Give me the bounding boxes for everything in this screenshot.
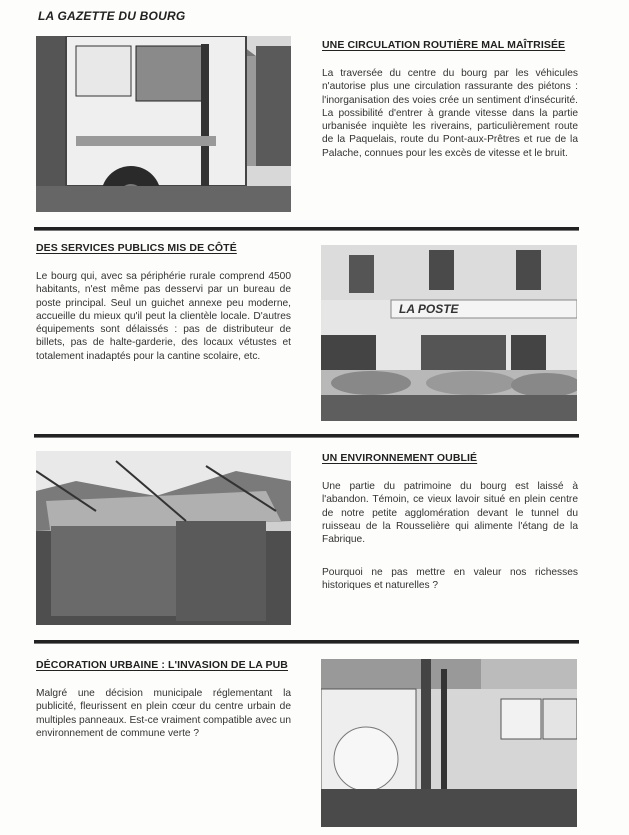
post-office-photo — [321, 245, 577, 421]
section-body: Le bourg qui, avec sa périphérie rurale comprend 4500 habitants, n'est même pas desservi par un bureau de poste principal. Seul un guichet annexe peu moderne, accueille du mieux qu'il peut la clientèle locale. D'autres équipements sont délaissés : pas de distributeur de billets, pas de halte-garderie, des locaux vétustes et totalement inadaptés pour la cantine scolaire, etc. — [36, 271, 291, 362]
section-title: UN ENVIRONNEMENT OUBLIÉ — [322, 452, 478, 464]
section-body: La traversée du centre du bourg par les véhicules n'autorise plus une circulation rassurante des piétons : l'inorganisation des voies crée un sentiment d'insécurité. La possibilité d'entrer à grande vitesse dans la partie urbanisée inquiète les riverains, particulièrement route de la Paquelais, route du Pont-aux-Prêtres et rue de la Palache, connues pour les excès de vitesse et le bruit. — [322, 68, 578, 159]
section-body: Une partie du patrimoine du bourg est laissé à l'abandon. Témoin, ce vieux lavoir situé en plein centre de notre petite agglomération devant le tunnel du ruisseau de la Rousselière qui alimente l'étang de la Fabrique. — [322, 481, 578, 546]
section-title: UNE CIRCULATION ROUTIÈRE MAL MAÎTRISÉE — [322, 39, 566, 51]
section-title: DÉCORATION URBAINE : L'INVASION DE LA PUB — [36, 659, 288, 671]
section-divider — [34, 640, 579, 644]
section-title: DES SERVICES PUBLICS MIS DE CÔTÉ — [36, 242, 237, 254]
gazette-title: LA GAZETTE DU BOURG — [38, 9, 186, 23]
old-wash-house-photo — [36, 451, 291, 625]
section-body: Malgré une décision municipale réglementant la publicité, fleurissent en plein cœur du centre urbain de multiples panneaux. Est-ce vraiment compatible avec un environnement de commune verte ? — [36, 688, 291, 739]
billboards-photo — [321, 659, 577, 827]
section-body-closing: Pourquoi ne pas mettre en valeur nos richesses historiques et naturelles ? — [322, 567, 578, 592]
truck-street-photo — [36, 36, 291, 212]
section-divider — [34, 227, 579, 231]
post-office-sign: LA POSTE — [399, 302, 459, 316]
section-divider — [34, 434, 579, 438]
